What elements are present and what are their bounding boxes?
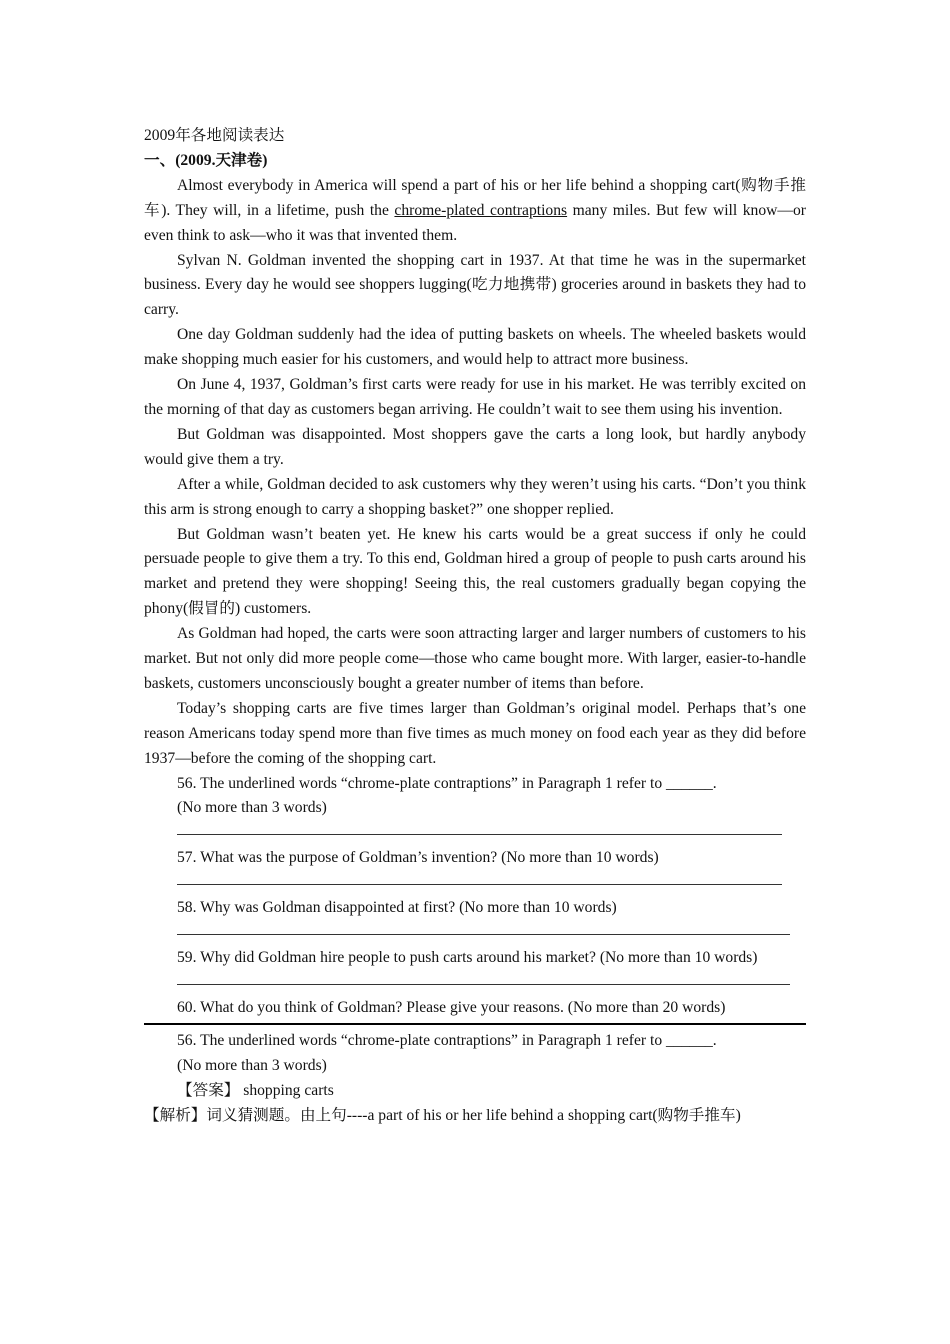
paragraph-4: On June 4, 1937, Goldman’s first carts were ready for use in his market. He was terribly excited on the morning of that day as customers began arriving. He couldn’t wait to see them using his invention.	[144, 376, 806, 418]
underlined-phrase: chrome-plated contraptions	[394, 201, 568, 219]
answer-line-57[interactable]	[177, 871, 806, 896]
explanation-text: 【解析】词义猜测题。由上句----a part of his or her life behind a shopping cart(购物手推车)	[144, 1106, 741, 1124]
question-60: 60. What do you think of Goldman? Please give your reasons. (No more than 20 words)	[177, 999, 726, 1017]
paragraph-6: After a while, Goldman decided to ask customers why they weren’t using his carts. “Don’t you think this arm is strong enough to carry a shopping basket?” one shopper replied.	[144, 475, 806, 518]
paragraph-1	[144, 174, 806, 249]
section-divider	[144, 1023, 806, 1025]
answer-question-56-note: (No more than 3 words)	[177, 1056, 327, 1074]
document-body	[144, 124, 806, 1129]
question-56-note: (No more than 3 words)	[177, 799, 327, 817]
document-title: 2009年各地阅读表达	[144, 127, 285, 144]
section-heading: 一、(2009.天津卷)	[144, 151, 268, 169]
paragraph-3: One day Goldman suddenly had the idea of putting baskets on wheels. The wheeled baskets would make shopping much easier for his customers, and would help to attract more business.	[144, 326, 806, 369]
question-57: 57. What was the purpose of Goldman’s invention? (No more than 10 words)	[177, 849, 659, 867]
paragraph-7: But Goldman wasn’t beaten yet. He knew his carts would be a great success if only he could persuade people to give them a try. To this end, Goldman hired a group of people to push carts around his market and pretend they were shopping! Seeing this, the real customers gradually began copying the phony(假冒的) customers.	[144, 525, 806, 618]
paragraph-2: Sylvan N. Goldman invented the shopping cart in 1937. At that time he was in the supermarket business. Every day he would see shoppers lugging(吃力地携带) groceries around in baskets they had to carry.	[144, 251, 806, 319]
paragraph-8: As Goldman had hoped, the carts were soon attracting larger and larger numbers of customers to his market. But not only did more people come—those who came bought more. With larger, easier-to-handle baskets, customers unconsciously bought a greater number of items than before.	[144, 625, 806, 692]
answer-line-59[interactable]	[177, 971, 806, 996]
paragraph-1-part-b: many miles. But few will know—or even think to ask—who it was that invented them.	[144, 201, 806, 244]
question-58: 58. Why was Goldman disappointed at first? (No more than 10 words)	[177, 899, 617, 917]
paragraph-5: But Goldman was disappointed. Most shoppers gave the carts a long look, but hardly anybody would give them a try.	[144, 425, 806, 468]
answer-line-58[interactable]	[177, 921, 806, 946]
question-56: 56. The underlined words “chrome-plate contraptions” in Paragraph 1 refer to ______.	[177, 774, 717, 792]
paragraph-1-part-a: Almost everybody in America will spend a part of his or her life behind a shopping cart(购物手推车). They will, in a lifetime, push the	[144, 176, 806, 219]
question-59: 59. Why did Goldman hire people to push carts around his market? (No more than 10 words)	[177, 949, 758, 967]
answer-line-56[interactable]	[177, 821, 806, 846]
answer-text: 【答案】 shopping carts	[177, 1081, 334, 1099]
answer-question-56: 56. The underlined words “chrome-plate contraptions” in Paragraph 1 refer to ______.	[177, 1032, 717, 1049]
paragraph-9: Today’s shopping carts are five times larger than Goldman’s original model. Perhaps that’s one reason Americans today spend more than five times as much money on food each year as they did before 1937—before the coming of the shopping cart.	[144, 699, 806, 767]
